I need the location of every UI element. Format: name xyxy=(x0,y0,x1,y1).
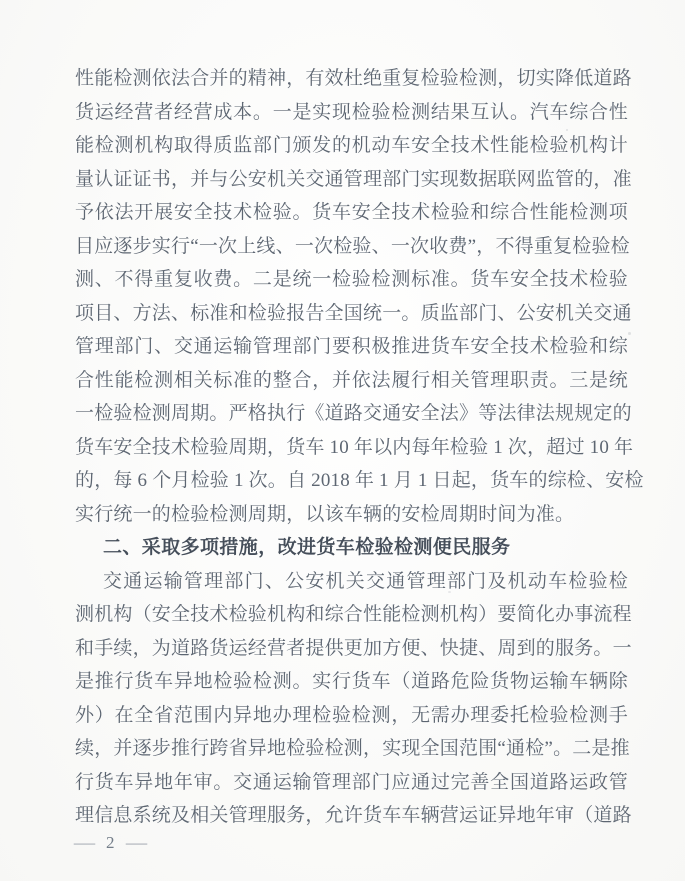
text-line: 管理部门、交通运输管理部门要积极推进货车安全技术检验和综 xyxy=(75,336,628,357)
text-line: 和手续，为道路货运经营者提供更加方便、快捷、周到的服务。一 xyxy=(75,637,632,659)
text-line: 一检验检测周期。严格执行《道路交通安全法》等法律法规规定的 xyxy=(75,403,632,424)
text-line: 理信息系统及相关管理服务，允许货车车辆营运证异地年审（道路 xyxy=(75,805,632,826)
page-number: 2 xyxy=(106,833,115,852)
text-line: 性能检测依法合并的精神，有效杜绝重复检验检测，切实降低道路 xyxy=(75,68,632,89)
text-line: 予依法开展安全技术检验。货车安全技术检验和综合性能检测项 xyxy=(75,202,628,223)
text-line: 是推行货车异地检验检测。实行货车（道路危险货物运输车辆除 xyxy=(75,671,628,692)
footer-dash-left: — xyxy=(73,833,96,852)
scan-speck xyxy=(566,129,568,131)
document-body xyxy=(75,62,644,833)
text-line: 行货车异地年审。交通运输管理部门应通过完善全国道路运政管 xyxy=(75,771,628,793)
text-line: 货车安全技术检验周期，货车 10 年以内每年检验 1 次，超过 10 年 xyxy=(75,436,634,458)
text-line: 能检测机构取得质监部门颁发的机动车安全技术性能检验机构计 xyxy=(75,135,628,156)
page-footer xyxy=(73,833,147,853)
text-line: 货运经营者经营成本。一是实现检验检测结果互认。汽车综合性 xyxy=(75,101,628,123)
text-line: 项目、方法、标准和检验报告全国统一。质监部门、公安机关交通 xyxy=(75,302,632,324)
text-line: 测机构（安全技术检验机构和综合性能检测机构）要简化办事流程 xyxy=(75,604,632,625)
text-line: 合性能检测相关标准的整合，并依法履行相关管理职责。三是统 xyxy=(75,369,628,391)
scan-speck xyxy=(628,332,631,335)
section-heading: 二、采取多项措施，改进货车检验检测便民服务 xyxy=(103,537,511,558)
scan-speck xyxy=(448,591,451,593)
text-line: 量认证证书，并与公安机关交通管理部门实现数据联网监管的，准 xyxy=(75,168,632,190)
text-line: 交通运输管理部门、公安机关交通管理部门及机动车检验检 xyxy=(103,570,628,592)
text-line: 的，每 6 个月检验 1 次。自 2018 年 1 月 1 日起，货车的综检、安检 xyxy=(75,470,644,491)
footer-dash-right: — xyxy=(125,833,147,852)
text-line: 目应逐步实行“一次上线、一次检验、一次收费”，不得重复检验检 xyxy=(75,235,630,257)
text-line: 测、不得重复收费。二是统一检验检测标准。货车安全技术检验 xyxy=(75,269,628,290)
text-line: 续，并逐步推行跨省异地检验检测，实现全国范围“通检”。二是推 xyxy=(75,738,630,759)
text-line: 外）在全省范围内异地办理检验检测，无需办理委托检验检测手 xyxy=(75,704,628,726)
text-line: 实行统一的检验检测周期，以该车辆的安检周期时间为准。 xyxy=(75,503,575,525)
